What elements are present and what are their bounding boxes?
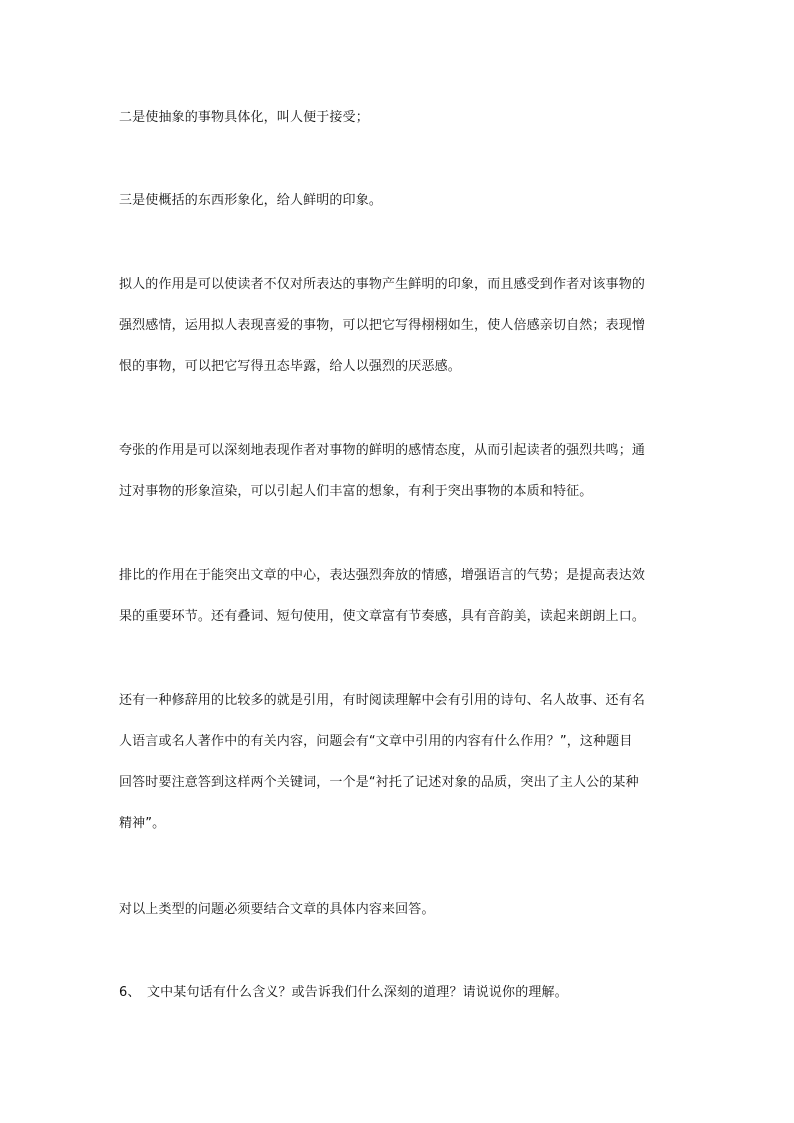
paragraph-2: [119, 180, 679, 221]
paragraph-6: [119, 680, 679, 844]
text-line: 对以上类型的问题必须要结合文章的具体内容来回答。: [119, 902, 435, 917]
text-line: 拟人的作用是可以使读者不仅对所表达的事物产生鲜明的印象，而且感受到作者对该事物的: [119, 277, 646, 292]
text-line: 三是使概括的东西形象化，给人鲜明的印象。: [119, 193, 383, 208]
question-number: 6、: [119, 985, 141, 1000]
question-line: [119, 972, 679, 1013]
text-line: 二是使抽象的事物具体化，叫人便于接受；: [119, 110, 369, 125]
question-text: 文中某句话有什么含义？或告诉我们什么深刻的道理？请说说你的理解。: [147, 985, 568, 1000]
paragraph-1: [119, 97, 679, 138]
paragraph-3: [119, 264, 679, 387]
paragraph-7: [119, 889, 679, 930]
text-line: 还有一种修辞用的比较多的就是引用，有时阅读理解中会有引用的诗句、名人故事、还有名: [119, 693, 646, 708]
text-line: 过对事物的形象渲染，可以引起人们丰富的想象，有利于突出事物的本质和特征。: [119, 484, 593, 499]
text-line: 精神”。: [119, 816, 166, 831]
text-line: 人语言或名人著作中的有关内容，问题会有“文章中引用的内容有什么作用？”，这种题目: [119, 734, 633, 749]
paragraph-5: [119, 555, 679, 637]
text-line: 夸张的作用是可以深刻地表现作者对事物的鲜明的感情态度，从而引起读者的强烈共鸣；通: [119, 443, 646, 458]
text-line: 恨的事物，可以把它写得丑态毕露，给人以强烈的厌恶感。: [119, 359, 461, 374]
question-item: [119, 972, 679, 1013]
text-line: 回答时要注意答到这样两个关键词，一个是“衬托了记述对象的品质，突出了主人公的某种: [119, 775, 639, 790]
text-line: 强烈感情，运用拟人表现喜爱的事物，可以把它写得栩栩如生，使人倍感亲切自然；表现憎: [119, 318, 646, 333]
text-line: 果的重要环节。还有叠词、短句使用，使文章富有节奏感，具有音韵美，读起来朗朗上口。: [119, 609, 646, 624]
text-line: 排比的作用在于能突出文章的中心，表达强烈奔放的情感，增强语言的气势；是提高表达效: [119, 568, 646, 583]
paragraph-4: [119, 430, 679, 512]
